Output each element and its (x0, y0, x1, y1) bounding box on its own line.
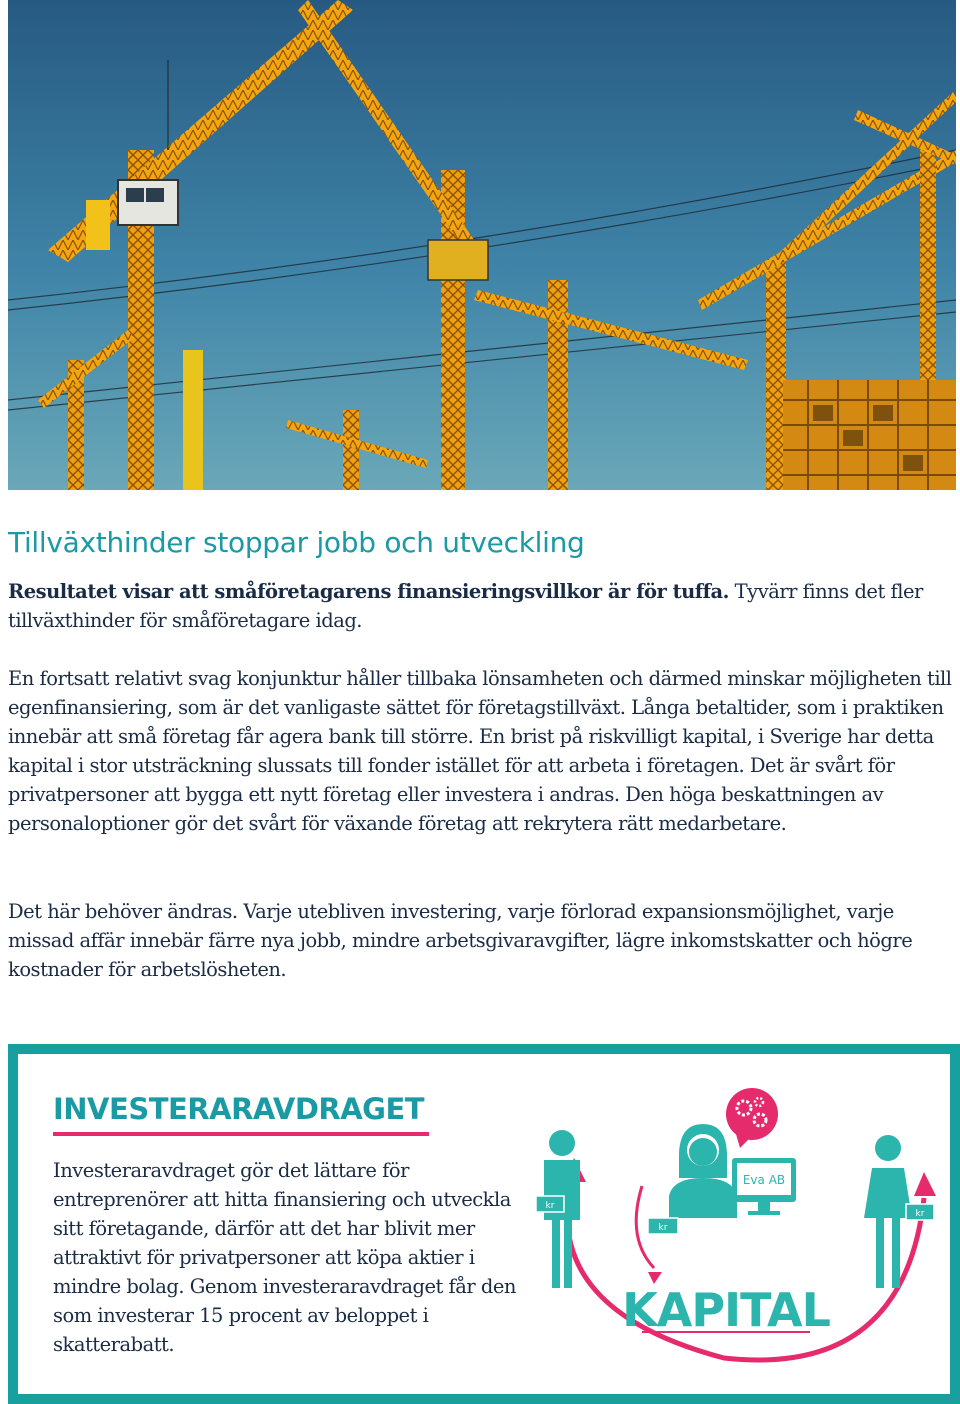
hero-photo (8, 0, 956, 490)
construction-cranes-image (8, 0, 956, 490)
entrepreneur-icon (669, 1124, 737, 1218)
body-paragraph-3: Det här behöver ändras. Varje utebliven investering, varje förlorad expansionsmöjlighet, varje missad affär innebär färre nya jobb, mindre arbetsgivaravgifter, lägre inkomstskatter och högre kostnader för arbetslösheten. (8, 900, 913, 981)
money-note-center-icon (648, 1218, 678, 1234)
lead-bold-sentence: Resultatet visar att småföretagarens finansieringsvillkor är för tuffa. (8, 580, 729, 603)
section-headline: Tillväxthinder stoppar jobb och utveckling (8, 526, 585, 559)
arrow-head-right (914, 1172, 936, 1196)
box-text: Investeraravdraget gör det lättare för entreprenörer att hitta finansiering och utveckla sitt företagande, därför att det har blivit mer attraktivt för privatpersoner att köpa aktier i mindre bolag. Genom investeraravdraget får den som investerar 15 procent av beloppet i skatterabatt. (53, 1159, 516, 1356)
money-label-left: kr (545, 1201, 555, 1211)
money-note-right-icon (906, 1204, 934, 1220)
lead-rest: Tyvärr finns det fler tillväxthinder för småföretagare idag. (8, 580, 923, 632)
money-label-right: kr (915, 1209, 925, 1219)
lead-paragraph (8, 577, 960, 635)
kapital-label: KAPITAL (622, 1283, 830, 1337)
company-label: Eva AB (742, 1173, 786, 1187)
box-title-underline (53, 1132, 429, 1136)
body-paragraph-2: En fortsatt relativt svag konjunktur håller tillbaka lönsamheten och därmed minskar möjligheten till egenfinansiering, som är det vanligaste sättet för företagstillväxt. Långa betaltider, som i praktiken innebär att små företag får agera bank till större. En brist på riskvilligt kapital, i Sverige har detta kapital i stor utsträckning slussats till fonder istället för att arbeta i företagen. Det är svårt för privatpersoner att bygga ett nytt företag eller investera i andras. Den höga beskattningen av personaloptioner gör det svårt för växande företag att rekrytera rätt medarbetare. (8, 667, 952, 835)
investeraravdraget-box (8, 1044, 960, 1404)
kapital-illustration (514, 1078, 938, 1378)
computer-icon (732, 1158, 796, 1215)
kapital-flow-diagram (514, 1078, 938, 1378)
money-label-center: kr (658, 1223, 668, 1233)
gears-speech-bubble-icon (726, 1088, 778, 1148)
investor-right-icon (864, 1135, 912, 1288)
money-note-left-icon (536, 1196, 564, 1212)
box-title: INVESTERARAVDRAGET (53, 1092, 425, 1126)
